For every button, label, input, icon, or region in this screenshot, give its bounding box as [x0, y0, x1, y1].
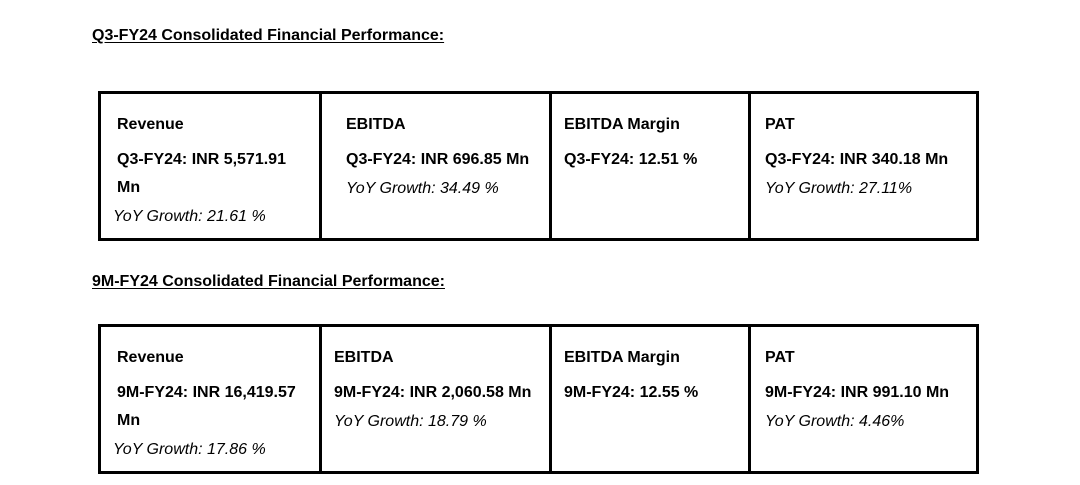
metric-label: Revenue	[117, 116, 184, 133]
pat-cell	[750, 93, 978, 240]
yoy-growth: YoY Growth: 18.79 %	[334, 413, 487, 430]
yoy-growth: YoY Growth: 4.46%	[765, 413, 905, 430]
metric-label: PAT	[765, 116, 795, 133]
metric-value: 9M-FY24: INR 991.10 Mn	[765, 384, 950, 401]
metric-value: 9M-FY24: INR 2,060.58 Mn	[334, 384, 532, 401]
metric-label: EBITDA Margin	[564, 116, 680, 133]
metric-value: 9M-FY24: INR 16,419.57 Mn	[117, 384, 296, 429]
ebitda-cell	[321, 326, 551, 473]
table-row	[100, 93, 978, 240]
section-title-q3: Q3-FY24 Consolidated Financial Performance:	[92, 27, 445, 44]
revenue-cell	[100, 326, 321, 473]
metric-value: Q3-FY24: INR 696.85 Mn	[346, 151, 530, 168]
yoy-growth: YoY Growth: 27.11%	[765, 180, 913, 197]
metric-label: Revenue	[117, 349, 184, 366]
ebitda-margin-cell	[551, 326, 750, 473]
ebitda-margin-cell	[551, 93, 750, 240]
yoy-growth: YoY Growth: 21.61 %	[113, 208, 266, 225]
table-row	[100, 326, 978, 473]
metric-value: Q3-FY24: 12.51 %	[564, 151, 698, 168]
metric-label: EBITDA	[346, 116, 406, 133]
metric-label: EBITDA Margin	[564, 349, 680, 366]
metric-value: 9M-FY24: 12.55 %	[564, 384, 699, 401]
metric-value: Q3-FY24: INR 5,571.91 Mn	[117, 151, 286, 196]
9m-performance-table	[98, 324, 979, 474]
ebitda-cell	[321, 93, 551, 240]
revenue-cell	[100, 93, 321, 240]
section-title-9m: 9M-FY24 Consolidated Financial Performance:	[92, 273, 445, 290]
pat-cell	[750, 326, 978, 473]
metric-label: PAT	[765, 349, 795, 366]
metric-value: Q3-FY24: INR 340.18 Mn	[765, 151, 949, 168]
metric-label: EBITDA	[334, 349, 394, 366]
yoy-growth: YoY Growth: 34.49 %	[346, 180, 499, 197]
yoy-growth: YoY Growth: 17.86 %	[113, 441, 266, 458]
q3-performance-table	[98, 91, 979, 241]
